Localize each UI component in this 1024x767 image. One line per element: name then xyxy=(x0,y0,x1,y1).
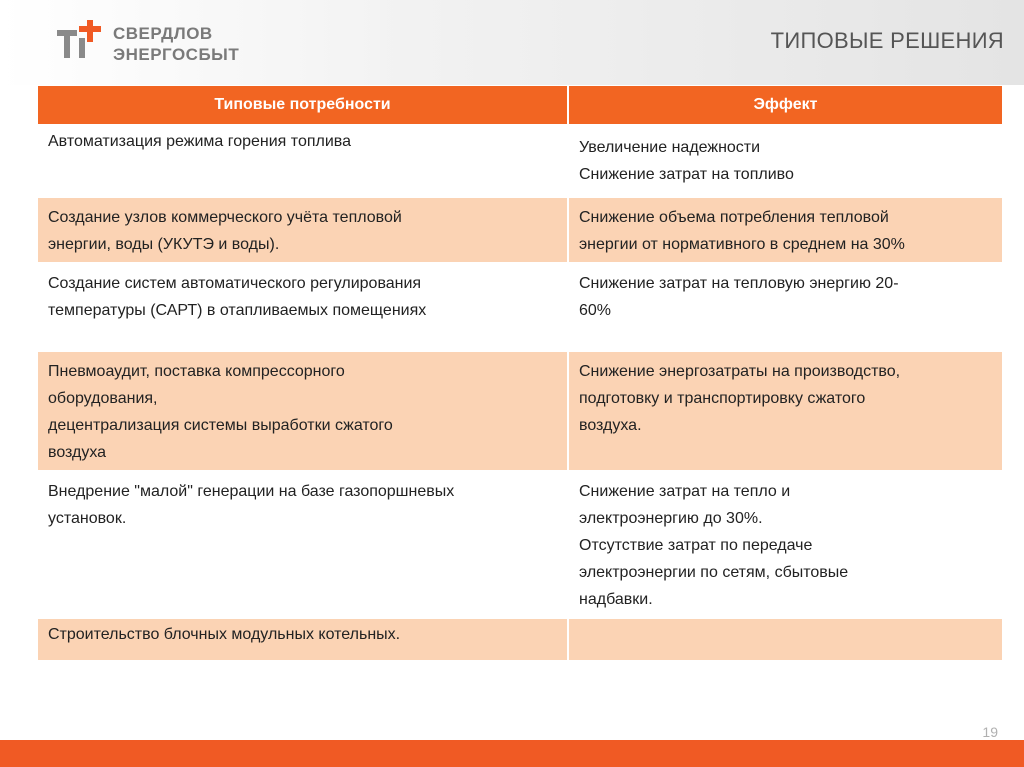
effect-text-line: электроэнергию до 30%. xyxy=(579,510,763,527)
need-cell xyxy=(38,263,568,351)
effect-text-line: Снижение затрат на топливо xyxy=(579,166,794,183)
table-row xyxy=(38,471,1002,618)
effect-cell xyxy=(568,125,1002,197)
effect-text-line: Увеличение надежности xyxy=(579,139,761,156)
table-header-row xyxy=(38,86,1002,125)
logo-line-1: СВЕРДЛОВ xyxy=(113,24,213,43)
need-text-line: Автоматизация режима горения топлива xyxy=(48,133,351,150)
column-header-needs: Типовые потребности xyxy=(38,86,568,125)
effect-cell xyxy=(568,471,1002,618)
effect-text-line: Снижение энергозатраты на производство, xyxy=(579,363,901,380)
need-text-line: Создание узлов коммерческого учёта тепловой xyxy=(48,209,402,226)
effect-text-line: 60% xyxy=(579,302,612,319)
effect-text-line: надбавки. xyxy=(579,591,653,608)
need-cell xyxy=(38,471,568,618)
logo-line-2: ЭНЕРГОСБЫТ xyxy=(113,45,240,64)
need-text-line: установок. xyxy=(48,510,127,527)
effect-text-line: энергии от нормативного в среднем на 30% xyxy=(579,236,905,253)
effect-text-line: Отсутствие затрат по передаче xyxy=(579,537,813,554)
need-text-line: оборудования, xyxy=(48,390,158,407)
table-row xyxy=(38,263,1002,351)
need-text-line: Пневмоаудит, поставка компрессорного xyxy=(48,363,345,380)
solutions-table-wrap xyxy=(38,86,1002,660)
logo-mark-icon xyxy=(55,18,105,68)
effect-text-line: электроэнергии по сетям, сбытовые xyxy=(579,564,849,581)
logo-wordmark xyxy=(113,23,239,65)
page-title: ТИПОВЫЕ РЕШЕНИЯ xyxy=(770,28,1004,53)
effect-text-line: Снижение затрат на тепло и xyxy=(579,483,791,500)
effect-text-line: Снижение затрат на тепловую энергию 20- xyxy=(579,275,899,292)
column-header-effect: Эффект xyxy=(568,86,1002,125)
table-body xyxy=(38,125,1002,660)
need-text-line: температуры (САРТ) в отапливаемых помещениях xyxy=(48,302,427,319)
effect-cell xyxy=(568,197,1002,263)
effect-cell xyxy=(568,263,1002,351)
table-row xyxy=(38,125,1002,197)
effect-cell xyxy=(568,618,1002,660)
table-row xyxy=(38,618,1002,660)
need-text-line: децентрализация системы выработки сжатого xyxy=(48,417,393,434)
footer-bar xyxy=(0,740,1024,767)
need-text-line: Строительство блочных модульных котельных. xyxy=(48,626,401,643)
company-logo xyxy=(55,18,245,78)
effect-text-line: Снижение объема потребления тепловой xyxy=(579,209,889,226)
effect-text-line: подготовку и транспортировку сжатого xyxy=(579,390,866,407)
effect-cell xyxy=(568,351,1002,471)
need-text-line: Создание систем автоматического регулирования xyxy=(48,275,422,292)
need-text-line: Внедрение "малой" генерации на базе газопоршневых xyxy=(48,483,455,500)
need-cell xyxy=(38,618,568,660)
table-row xyxy=(38,197,1002,263)
table-row xyxy=(38,351,1002,471)
need-cell xyxy=(38,351,568,471)
need-text-line: энергии, воды (УКУТЭ и воды). xyxy=(48,236,280,253)
need-cell xyxy=(38,125,568,197)
effect-text-line: воздуха. xyxy=(579,417,642,434)
page-number: 19 xyxy=(982,724,998,740)
need-cell xyxy=(38,197,568,263)
need-text-line: воздуха xyxy=(48,444,107,461)
solutions-table xyxy=(38,86,1002,660)
